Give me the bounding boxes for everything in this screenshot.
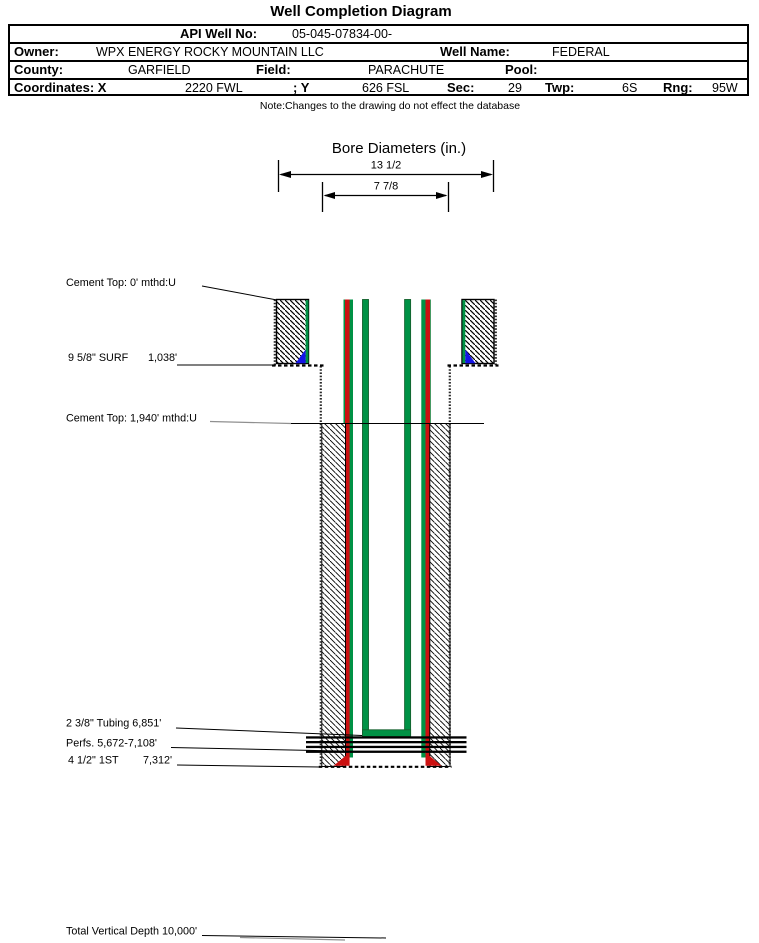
county-label: County:: [14, 62, 64, 77]
twp-value: 6S: [622, 81, 638, 95]
perforation-line: [306, 736, 467, 738]
surface-casing-right-inner-edge: [462, 300, 465, 363]
sec-value: 29: [508, 81, 522, 95]
county-value: GARFIELD: [128, 63, 191, 77]
arrowhead-right-icon: [481, 171, 493, 178]
tubing-right-wall: [405, 300, 411, 737]
owner-label: Owner:: [14, 44, 59, 59]
api-value: 05-045-07834-00-: [292, 27, 393, 41]
database-note: Note:Changes to the drawing do not effect the database: [259, 100, 521, 112]
arrowhead-left-icon: [324, 192, 336, 199]
cement-column-right: [430, 424, 450, 767]
leader-cement-top-surface: [202, 286, 277, 300]
owner-value: WPX ENERGY ROCKY MOUNTAIN LLC: [96, 45, 324, 59]
label-production-casing-depth: 7,312': [143, 754, 173, 767]
leader-production-casing: [177, 765, 320, 767]
well-name-value: FEDERAL: [552, 45, 610, 59]
field-value: PARACHUTE: [368, 63, 445, 77]
inner-diameter-value: 7 7/8: [373, 180, 399, 193]
leader-shadow: [210, 422, 291, 424]
coordinate-y-label: ; Y: [293, 80, 310, 95]
label-perforations: Perfs. 5,672-7,108': [66, 737, 157, 750]
tubing-bottom: [363, 730, 411, 737]
rng-label: Rng:: [663, 80, 693, 95]
borehole-walls: [275, 300, 496, 768]
hole-steps: [272, 366, 499, 767]
twp-label: Twp:: [545, 80, 575, 95]
perforation-line: [306, 741, 467, 743]
pool-label: Pool:: [505, 62, 538, 77]
leader-perforations: [171, 748, 386, 753]
depth-labels: [66, 277, 197, 938]
well-name-label: Well Name:: [440, 44, 510, 59]
tubing-string: [363, 300, 411, 737]
label-total-depth: Total Vertical Depth 10,000': [66, 925, 198, 938]
surface-casing-left-inner-edge: [306, 300, 309, 363]
tubing-left-wall: [363, 300, 369, 737]
label-tubing: 2 3/8" Tubing 6,851': [66, 717, 162, 730]
bore-diameters-heading: Bore Diameters (in.): [331, 140, 467, 157]
api-label: API Well No:: [180, 26, 258, 41]
coordinates-label: Coordinates: X: [14, 80, 107, 95]
coordinate-x-value: 2220 FWL: [185, 81, 243, 95]
label-cement-top-production: Cement Top: 1,940' mthd:U: [66, 412, 197, 425]
perforation-line: [306, 746, 467, 748]
field-label: Field:: [256, 62, 291, 77]
cement-column-left: [322, 424, 346, 767]
label-production-casing: 4 1/2" 1ST: [68, 754, 119, 767]
arrowhead-left-icon: [279, 171, 291, 178]
label-surface-casing: 9 5/8" SURF: [68, 352, 129, 364]
page-title: Well Completion Diagram: [270, 3, 452, 20]
production-casing-string: [344, 300, 431, 758]
label-surface-casing-depth: 1,038': [148, 352, 178, 364]
coordinate-y-value: 626 FSL: [362, 81, 410, 95]
sec-label: Sec:: [447, 80, 475, 95]
leader-shadow: [240, 938, 345, 941]
rng-value: 95W: [712, 81, 738, 95]
leader-total-depth: [202, 936, 386, 939]
arrowhead-right-icon: [436, 192, 448, 199]
outer-diameter-value: 13 1/2: [370, 159, 402, 172]
label-cement-top-surface: Cement Top: 0' mthd:U: [66, 277, 176, 289]
